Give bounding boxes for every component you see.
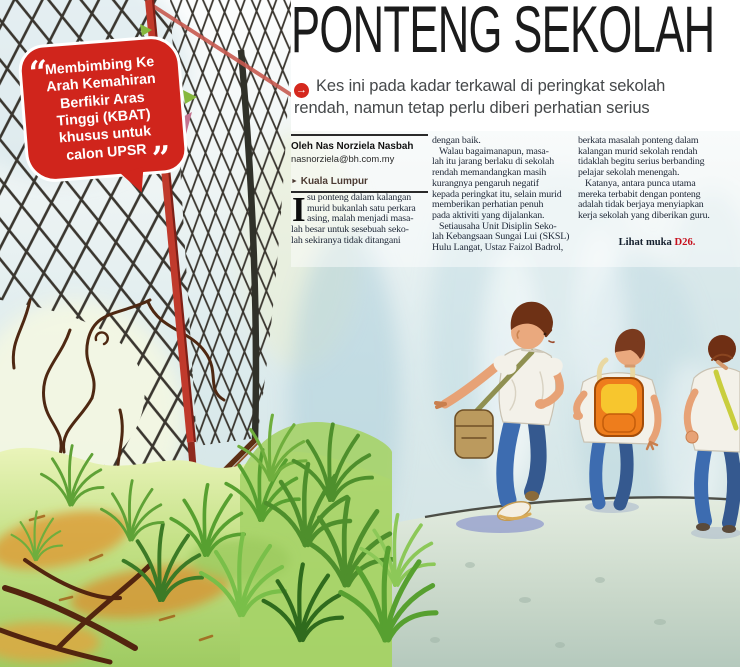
see-page-number: D26. — [674, 237, 696, 248]
body-line: dengan baik. — [432, 135, 481, 146]
body-line: lah Kebangsaan Sungai Lui (SKSL) — [432, 231, 570, 243]
standfirst-text: Kes ini pada kadar terkawal di peringkat sekolah rendah, namun tetap perlu diberi perhatian serius — [294, 77, 666, 117]
body-line: kurangnya pengaruh negatif — [432, 177, 539, 189]
body-line: murid bukanlah satu perkara — [307, 202, 416, 214]
body-line: lah besar untuk sesebuah seko- — [291, 224, 409, 236]
dateline — [291, 176, 428, 193]
quote-bubble-text: Membimbing Ke Arah Kemahiran Berfikir Aras Tinggi (KBAT) khusus untuk calon UPSR — [44, 53, 157, 164]
body-line: lah sekiranya tidak ditangani — [291, 234, 401, 246]
body-line: Katanya, antara punca utama — [585, 177, 696, 189]
body-column-2 — [432, 136, 574, 254]
dateline-city: Kuala Lumpur — [300, 176, 368, 187]
body-column-1 — [291, 190, 431, 247]
byline-email: nasnorziela@bh.com.my — [291, 153, 395, 164]
body-line: lah itu jarang berlaku di sekolah — [432, 156, 555, 168]
headline: PONTENG SEKOLAH — [291, 0, 715, 66]
body-column-3 — [578, 136, 738, 222]
drop-cap: I — [292, 190, 306, 229]
arrow-right-icon: → — [294, 83, 309, 98]
body-line: rendah memandangkan masih — [432, 167, 547, 179]
body-line: berkata masalah ponteng dalam — [578, 135, 699, 146]
body-line: Walau bagaimanapun, masa- — [439, 145, 549, 157]
body-line: mereka terbabit dengan ponteng — [578, 188, 701, 200]
body-line: pelajar sekolah menengah. — [578, 167, 680, 179]
body-line: pada aktiviti yang dijalankan. — [432, 210, 545, 222]
body-line: Setiausaha Unit Disiplin Seko- — [439, 220, 557, 232]
byline-block — [291, 134, 428, 193]
see-page-label: Lihat muka — [618, 237, 672, 248]
quote-open-icon: “ — [27, 52, 50, 93]
body-line: memberikan perhatian penuh — [432, 199, 544, 211]
quote-close-icon: ” — [150, 137, 173, 179]
body-line: su ponteng dalam kalangan — [307, 192, 412, 203]
body-line: asing, malah menjadi masa- — [307, 213, 414, 225]
byline-author: Oleh Nas Norziela Nasbah — [291, 141, 414, 152]
dateline-marker-icon: ► — [291, 178, 298, 185]
ground-path — [360, 497, 740, 667]
body-line: adalah tidak berjaya menyiapkan — [578, 199, 704, 211]
quote-bubble — [17, 34, 189, 184]
body-line: kalangan murid sekolah rendah — [578, 145, 698, 157]
standfirst — [294, 76, 700, 119]
body-line: kepada peringkat itu, selain murid — [432, 188, 562, 200]
body-line: kerja sekolah yang diberikan guru. — [578, 210, 710, 222]
see-page-ref — [578, 237, 736, 248]
body-line: tidaklah begitu serius berbanding — [578, 156, 705, 168]
body-line: Hulu Langat, Ustaz Faizol Badrol, — [432, 242, 564, 254]
